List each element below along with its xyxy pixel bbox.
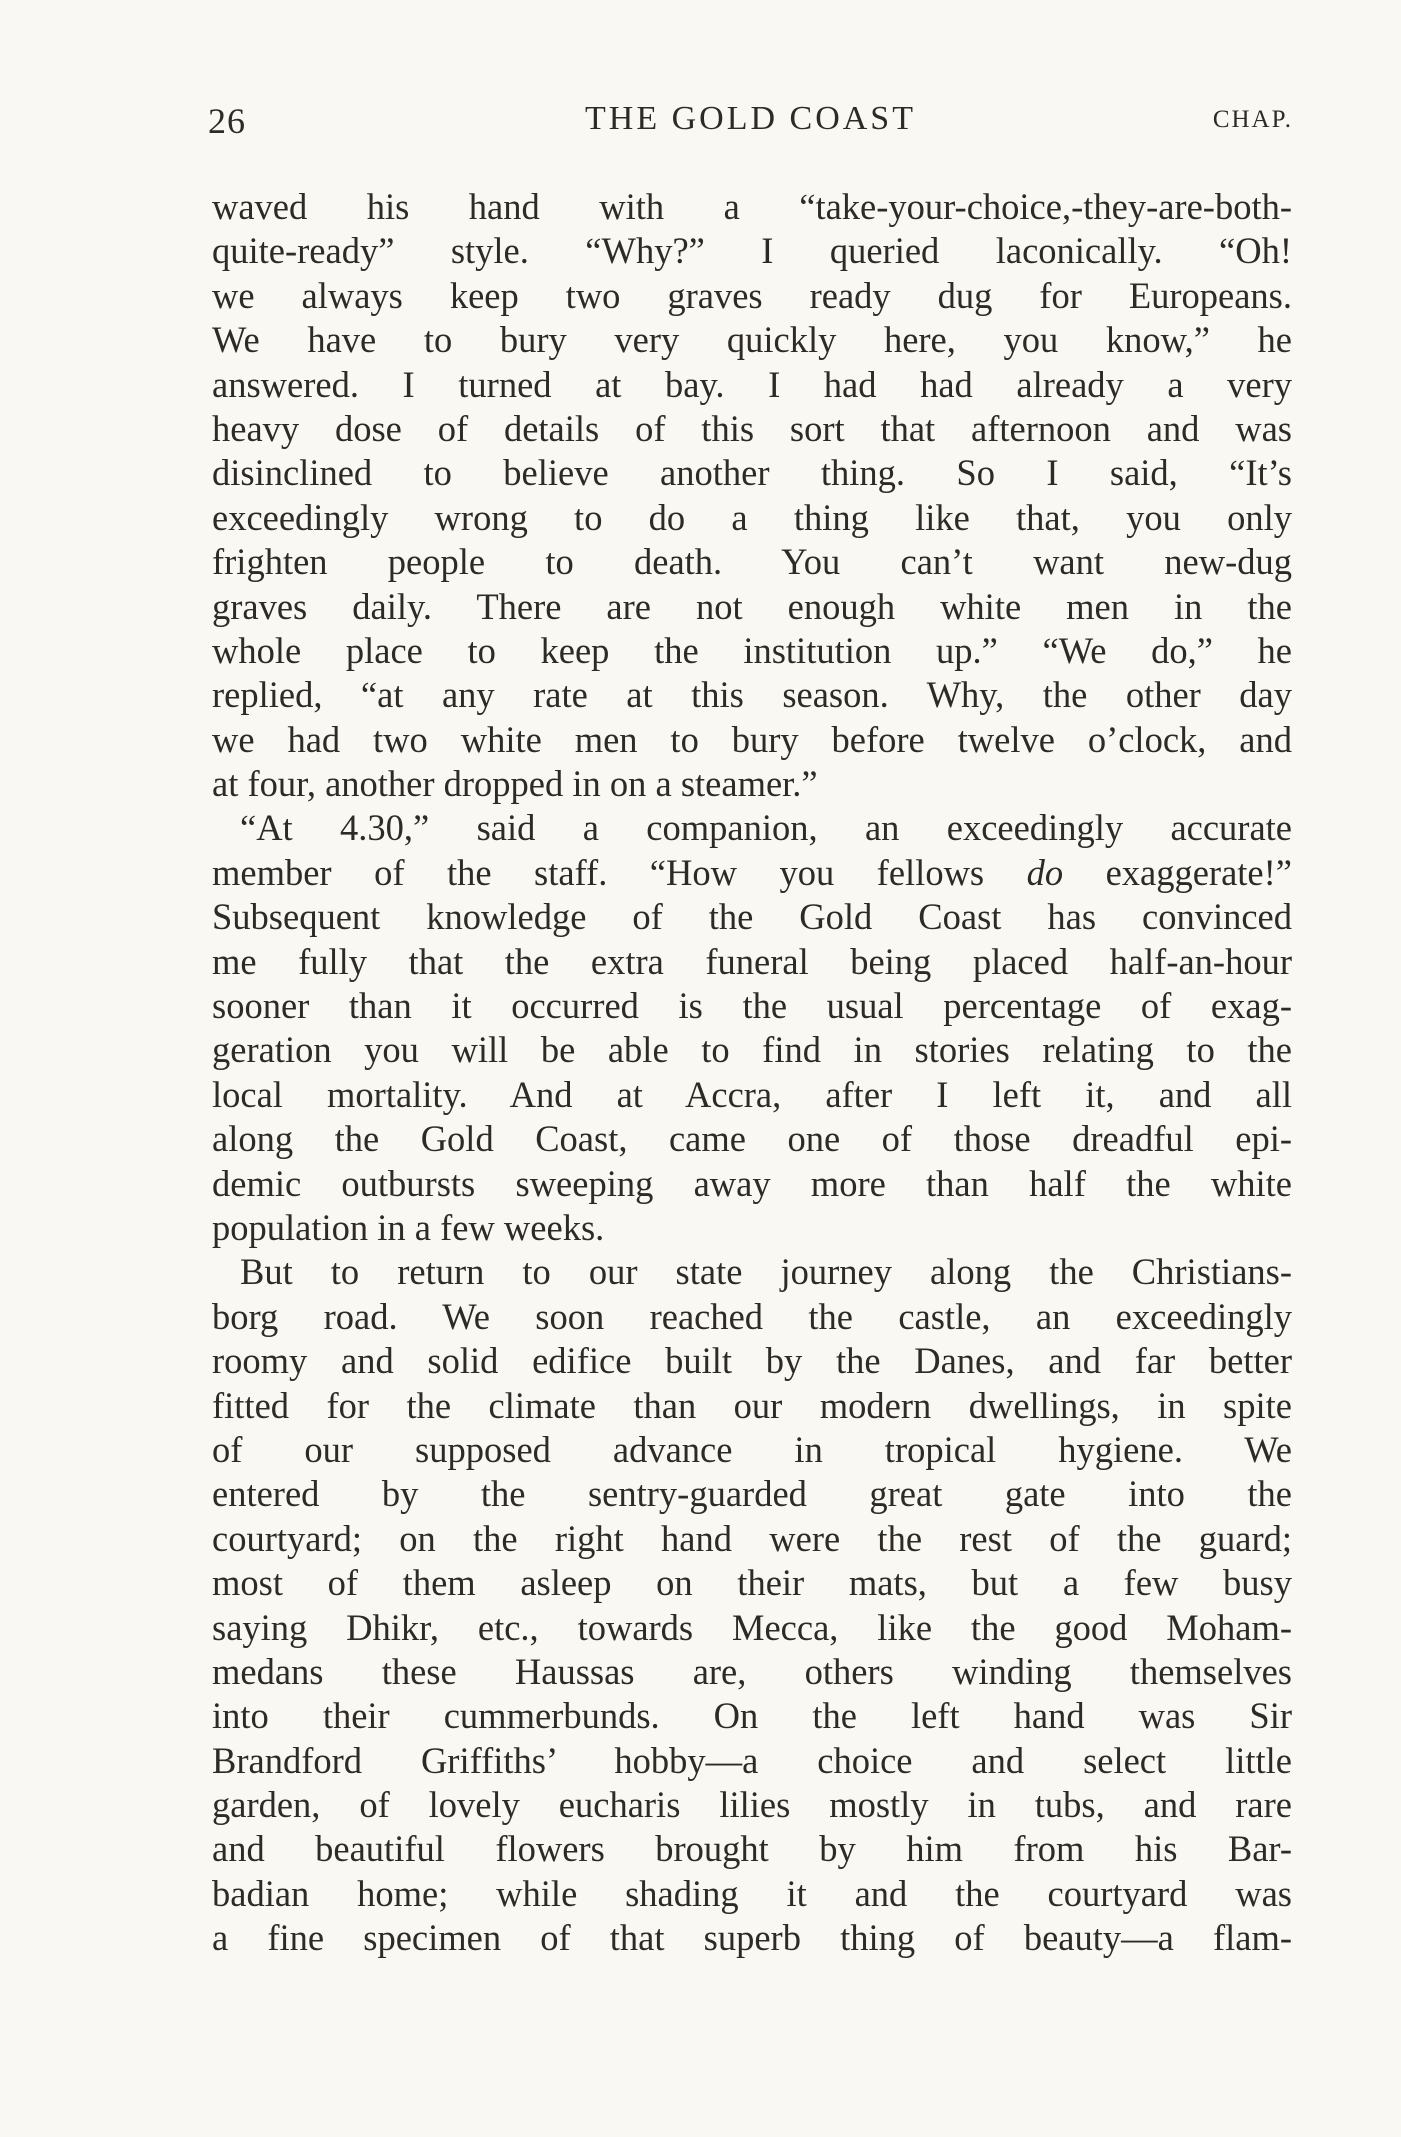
text-line: roomy and solid edifice built by the Danes, and far better bbox=[212, 1340, 1292, 1382]
text-line: whole place to keep the institution up.” “We do,” he bbox=[212, 629, 1292, 671]
text-line: sooner than it occurred is the usual percentage of exag- bbox=[212, 985, 1292, 1027]
text-line: we always keep two graves ready dug for Europeans. bbox=[212, 274, 1292, 316]
text-line: geration you will be able to find in stories relating to the bbox=[212, 1029, 1292, 1071]
text-line: But to return to our state journey along the Christians- bbox=[240, 1251, 1292, 1293]
text-line: at four, another dropped in on a steamer.” bbox=[212, 763, 818, 805]
text-line: Subsequent knowledge of the Gold Coast has convinced bbox=[212, 896, 1292, 938]
text-line: answered. I turned at bay. I had had already a very bbox=[212, 363, 1292, 405]
text-line: replied, “at any rate at this season. Why, the other day bbox=[212, 674, 1292, 716]
text-line: graves daily. There are not enough white men in the bbox=[212, 585, 1292, 627]
text-line: badian home; while shading it and the courtyard was bbox=[212, 1872, 1292, 1914]
text-line: courtyard; on the right hand were the rest of the guard; bbox=[212, 1517, 1292, 1559]
text-line: population in a few weeks. bbox=[212, 1206, 605, 1248]
text-line: we had two white men to bury before twelve o’clock, and bbox=[212, 718, 1292, 760]
text-line: demic outbursts sweeping away more than half the white bbox=[212, 1162, 1292, 1204]
text-line: exceedingly wrong to do a thing like that, you only bbox=[212, 496, 1292, 538]
text-line: garden, of lovely eucharis lilies mostly in tubs, and rare bbox=[212, 1784, 1292, 1826]
text-line: a fine specimen of that superb thing of beauty—a flam- bbox=[212, 1917, 1292, 1959]
text-line: me fully that the extra funeral being placed half-an-hour bbox=[212, 940, 1292, 982]
page-header bbox=[208, 100, 1293, 150]
text-line: “At 4.30,” said a companion, an exceedingly accurate bbox=[240, 807, 1292, 849]
text-line: We have to bury very quickly here, you know,” he bbox=[212, 319, 1292, 361]
text-line: most of them asleep on their mats, but a few busy bbox=[212, 1562, 1292, 1604]
page-number: 26 bbox=[208, 101, 246, 141]
body-text bbox=[212, 185, 1292, 1961]
chapter-label: CHAP. bbox=[1212, 106, 1293, 133]
text-line: quite-ready” style. “Why?” I queried laconically. “Oh! bbox=[212, 230, 1292, 272]
text-line: of our supposed advance in tropical hygiene. We bbox=[212, 1428, 1292, 1470]
text-line: along the Gold Coast, came one of those dreadful epi- bbox=[212, 1118, 1292, 1160]
text-line: entered by the sentry-guarded great gate into the bbox=[212, 1473, 1292, 1515]
text-line: local mortality. And at Accra, after I left it, and all bbox=[212, 1073, 1292, 1115]
text-line: waved his hand with a “take-your-choice,-they-are-both- bbox=[212, 186, 1292, 227]
text-segment: exaggerate!” bbox=[1063, 851, 1292, 893]
italic-emphasis: do bbox=[1026, 851, 1064, 893]
text-line: frighten people to death. You can’t want new-dug bbox=[212, 541, 1292, 583]
text-line: heavy dose of details of this sort that afternoon and was bbox=[212, 407, 1292, 449]
text-line: and beautiful flowers brought by him from his Bar- bbox=[212, 1828, 1292, 1870]
text-line: into their cummerbunds. On the left hand was Sir bbox=[212, 1695, 1292, 1737]
text-line: disinclined to believe another thing. So I said, “It’s bbox=[212, 452, 1292, 494]
text-line-mixed bbox=[212, 851, 1292, 895]
text-line: borg road. We soon reached the castle, an exceedingly bbox=[212, 1295, 1292, 1337]
text-segment: member of the staff. “How you fellows bbox=[212, 851, 1027, 893]
text-line: Brandford Griffiths’ hobby—a choice and select little bbox=[212, 1739, 1292, 1781]
running-title: THE GOLD COAST bbox=[585, 100, 916, 137]
text-line: saying Dhikr, etc., towards Mecca, like the good Moham- bbox=[212, 1606, 1292, 1648]
text-line: fitted for the climate than our modern dwellings, in spite bbox=[212, 1384, 1292, 1426]
text-line: medans these Haussas are, others winding themselves bbox=[212, 1650, 1292, 1692]
